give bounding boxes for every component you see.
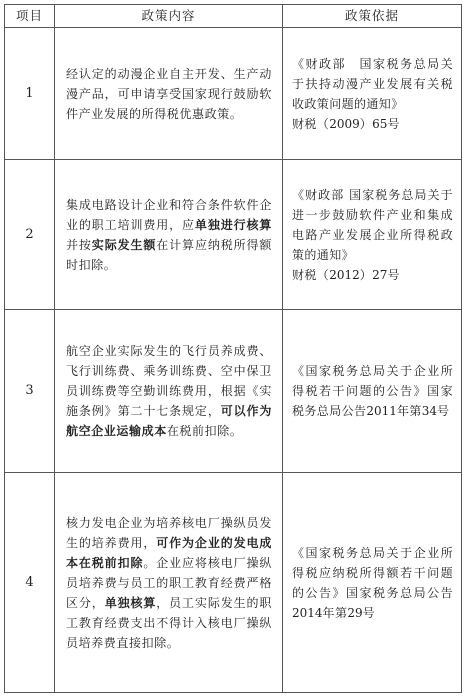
content-emphasis: 实际发生额 [91,237,157,252]
basis-number-suffix: 号 [437,404,450,418]
content-text: 集成电路设计企业和符合条件软件企业的职工培训费用，应 [66,197,272,232]
ref-prefix: 财税（ [292,116,330,131]
basis-number: 29 [347,605,363,620]
content-text: 。企业应将核电厂操纵员培养费与员工的职工教育经费严格区分， [66,555,272,610]
basis-year: 2014 [292,605,323,620]
content-text: 航空企业实际发生的飞行员养成费、飞行训练费、乘务训练费、空中保卫员训练费等空勤训练费用，根据《实施条例》第二十七条规定， [66,344,272,418]
basis-document-title: 《国家税务总局关于企业所得税若干问题的公告》国家税务总局公告 [292,364,453,418]
content-emphasis: 可作为企业的发电成本在税前扣除 [66,535,272,570]
basis-number: 34 [421,404,438,418]
content-text: 并按 [66,237,92,252]
row-number: 1 [5,28,55,160]
content-text: ，员工实际发生的职工教育经费支出不得计入核电厂操纵员培养费直接扣除。 [66,595,272,650]
ref-prefix: 财税（ [292,267,330,282]
content-text: 经认定的动漫企业自主开发、生产动漫产品，可申请享受国家现行鼓励软件产业发展的所得税优惠政策。 [66,66,272,121]
content-text: 核力发电企业为培养核电厂操纵员发生的培养费用， [66,515,272,550]
policy-content-cell [55,310,283,473]
policy-content-cell [55,28,283,160]
table-row [5,310,462,473]
ref-number: 27 [372,267,388,282]
policy-basis-cell [283,310,462,473]
basis-number-suffix: 号 [362,605,376,620]
content-emphasis: 可以作为航空企业运输成本 [66,404,272,438]
row-number: 4 [5,473,55,693]
basis-document-title: 《国家税务总局关于企业所得税应纳税所得额若干问题的公告》国家税务总局公告 [292,545,453,600]
policy-table [4,4,462,693]
row-number: 3 [5,310,55,473]
row-number: 2 [5,160,55,310]
table-row [5,160,462,310]
basis-year-suffix: 年第 [322,605,348,620]
ref-year: 2012 [329,267,360,282]
policy-content-cell [55,160,283,310]
basis-reference [292,268,400,282]
content-text: 在计算应纳税所得额时扣除。 [66,237,272,272]
ref-bracket: ） [359,267,373,282]
table-row [5,473,462,693]
policy-content-cell [55,473,283,693]
content-emphasis: 单独进行核算 [194,217,272,232]
basis-year: 2011 [366,404,397,418]
content-emphasis: 单独核算 [104,595,157,610]
basis-document-title: 《财政部 国家税务总局关于进一步鼓励软件产业和集成电路产业发展企业所得税政策的通知》 [292,187,453,262]
basis-reference [292,117,400,131]
ref-suffix: 号 [387,267,400,282]
ref-number: 65 [372,116,388,131]
basis-year-suffix: 年第 [396,404,422,418]
policy-basis-cell [283,473,462,693]
ref-bracket: ） [359,116,373,131]
ref-year: 2009 [329,116,360,131]
table-header-row [5,5,462,28]
basis-document-title: 《财政部 国家税务总局关于扶持动漫产业发展有关税收政策问题的通知》 [292,56,453,111]
policy-basis-cell [283,28,462,160]
header-policy-content: 政策内容 [55,5,283,28]
header-policy-basis: 政策依据 [283,5,462,28]
content-text: 在税前扣除。 [166,424,243,438]
policy-basis-cell [283,160,462,310]
header-item-no: 项目 [5,5,55,28]
ref-suffix: 号 [387,116,400,131]
table-row [5,28,462,160]
